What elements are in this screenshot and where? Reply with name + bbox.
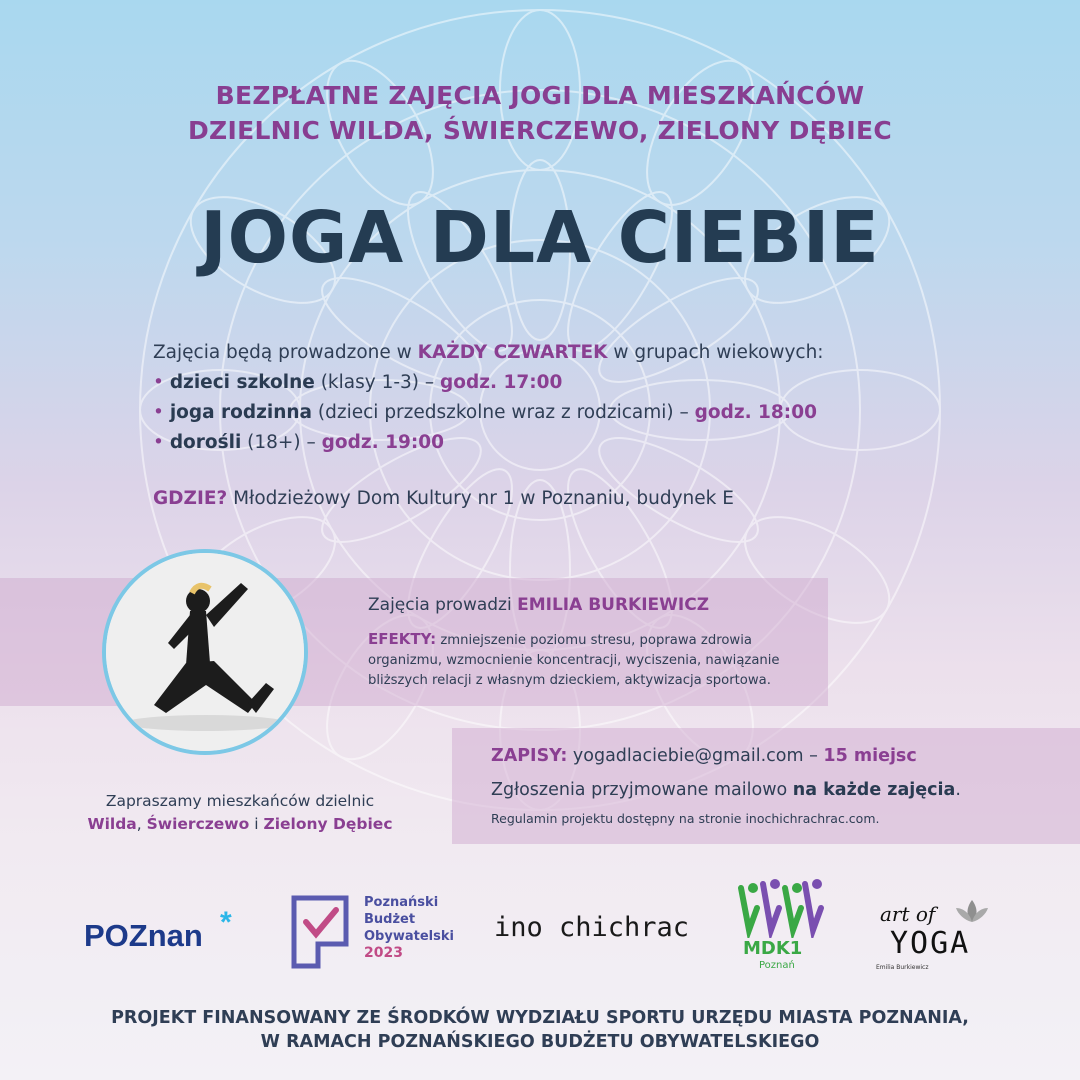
effects-description: zmniejszenie poziomu stresu, poprawa zdrowia organizmu, wzmocnienie koncentracji, wyciszenia, nawiązanie bliższych relacji z własnym dzieckiem, aktywizacja sportowa.	[368, 633, 780, 688]
group-name: dorośli	[169, 432, 242, 453]
poznan-star-icon: *	[220, 906, 232, 939]
signup-places: 15 miejsc	[823, 746, 917, 766]
list-item	[153, 428, 1003, 458]
mdk1-logo	[733, 878, 829, 978]
group-detail: (18+) –	[241, 432, 322, 453]
footer-funding	[0, 1006, 1080, 1054]
instructor-prefix: Zajęcia prowadzi	[368, 595, 518, 615]
list-item	[153, 398, 1003, 428]
group-name: dzieci szkolne	[169, 372, 315, 393]
notice-end: .	[955, 780, 961, 800]
page-title: JOGA DLA CIEBIE	[200, 196, 880, 279]
location-text: Młodzieżowy Dom Kultury nr 1 w Poznaniu, budynek E	[227, 488, 734, 509]
signup-line	[491, 742, 917, 770]
effects-label: EFEKTY:	[368, 630, 437, 648]
effects-text	[368, 629, 818, 691]
yoga-pose-illustration	[106, 553, 304, 751]
schedule-intro	[153, 338, 1003, 368]
yoga-sub-text: Emilia Burkiewicz	[876, 964, 929, 971]
art-of-text: art of	[880, 902, 936, 926]
signup-email[interactable]: yogadlaciebie@gmail.com –	[567, 746, 824, 766]
group-time: godz. 17:00	[440, 372, 563, 393]
instructor-line	[368, 592, 709, 618]
district-swierczewo: Świerczewo	[146, 815, 250, 833]
ino-chichrac-logo: ino chichrac	[494, 912, 690, 943]
intro-highlight: KAŻDY CZWARTEK	[417, 342, 608, 363]
group-time: godz. 19:00	[321, 432, 444, 453]
group-name: joga rodzinna	[169, 402, 313, 423]
intro-text: Zajęcia będą prowadzone w	[153, 342, 418, 363]
list-item	[153, 368, 1003, 398]
rules-link[interactable]: Regulamin projektu dostępny na stronie inochichrachrac.com.	[491, 811, 880, 826]
pbo-line-3: Obywatelski	[364, 929, 454, 944]
subtitle-line-1: BEZPŁATNE ZAJĘCIA JOGI DLA MIESZKAŃCÓW	[215, 81, 865, 110]
pbo-line-2: Budżet	[364, 912, 416, 927]
invite-block	[60, 790, 420, 836]
invite-line-2	[60, 813, 420, 836]
group-detail: (klasy 1-3) –	[314, 372, 441, 393]
pbo-check-icon	[288, 892, 354, 970]
pbo-year: 2023	[364, 945, 403, 961]
group-detail: (dzieci przedszkolne wraz z rodzicami) –	[312, 402, 695, 423]
bullet: •	[153, 372, 164, 393]
mdk-people-icon	[733, 878, 829, 938]
instructor-name: EMILIA BURKIEWICZ	[517, 595, 710, 615]
signup-notice	[491, 776, 961, 804]
location-line	[153, 484, 1003, 514]
pbo-line-1: Poznański	[364, 895, 439, 910]
header-subtitle	[0, 78, 1080, 148]
notice-bold: na każde zajęcia	[792, 780, 956, 800]
art-of-yoga-logo	[876, 896, 1006, 976]
footer-line-2: W RAMACH POZNAŃSKIEGO BUDŻETU OBYWATELSKIEGO	[260, 1032, 820, 1052]
mdk-main-text: MDK1	[743, 938, 803, 959]
intro-text-after: w grupach wiekowych:	[607, 342, 824, 363]
notice-text: Zgłoszenia przyjmowane mailowo	[491, 780, 793, 800]
instructor-photo	[102, 549, 308, 755]
schedule-block	[153, 338, 1003, 458]
district-zielony-debiec: Zielony Dębiec	[263, 815, 393, 833]
footer-line-1: PROJEKT FINANSOWANY ZE ŚRODKÓW WYDZIAŁU SPORTU URZĘDU MIASTA POZNANIA,	[111, 1008, 969, 1028]
bullet: •	[153, 432, 164, 453]
group-time: godz. 18:00	[694, 402, 817, 423]
yoga-text: YOGA	[890, 926, 971, 961]
separator: ,	[136, 815, 147, 833]
signup-label: ZAPISY:	[491, 746, 568, 766]
separator: i	[249, 815, 264, 833]
lotus-icon	[952, 896, 992, 926]
location-label: GDZIE?	[153, 488, 228, 509]
poznan-logo-text: POZnan	[84, 918, 203, 953]
pbo-logo	[288, 892, 458, 972]
district-wilda: Wilda	[87, 815, 137, 833]
subtitle-line-2: DZIELNIC WILDA, ŚWIERCZEWO, ZIELONY DĘBIEC	[187, 116, 893, 145]
bullet: •	[153, 402, 164, 423]
mdk-sub-text: Poznań	[759, 960, 795, 971]
invite-line-1: Zapraszamy mieszkańców dzielnic	[105, 792, 375, 810]
